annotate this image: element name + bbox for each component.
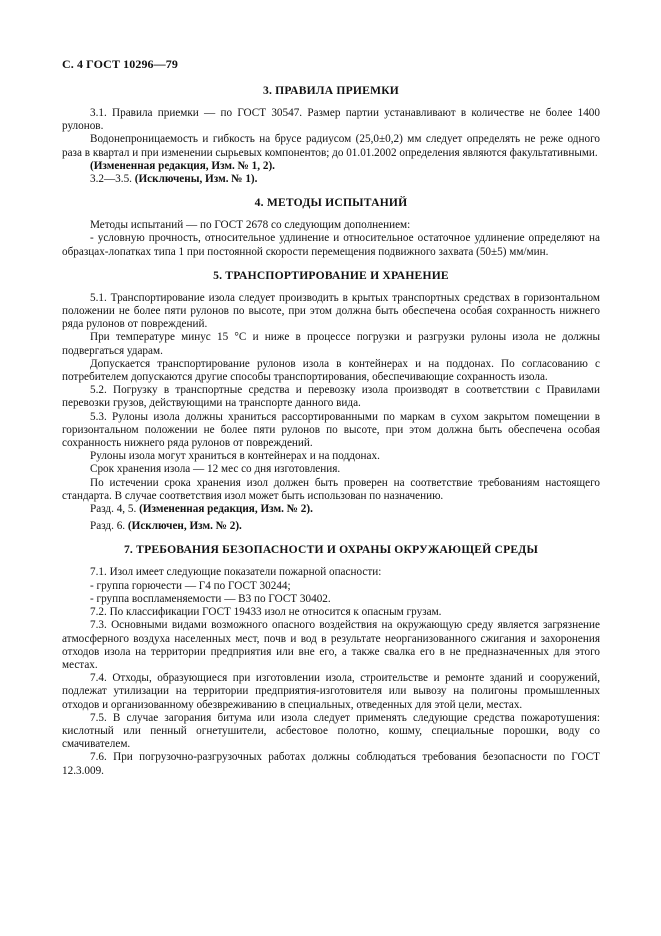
paragraph-5-1-temperature: При температуре минус 15 °С и ниже в процессе погрузки и разгрузки рулоны изола не должны подвергаться ударам. bbox=[62, 331, 600, 357]
paragraph-3-2-note: (Исключены, Изм. № 1). bbox=[134, 173, 258, 186]
paragraph-5-1: 5.1. Транспортирование изола следует производить в крытых транспортных средствах в горизонтальном положении не более пяти рулонов по высоте, при этом должна быть обеспечена особая сохранность нижнего ряда рулонов от повреждений. bbox=[62, 291, 600, 331]
paragraph-7-6: 7.6. При погрузочно-разгрузочных работах должны соблюдаться требования безопасности по ГОСТ 12.3.009. bbox=[62, 751, 600, 777]
amendment-note-4-5 bbox=[62, 503, 600, 516]
paragraph-7-1-flammability: - группа горючести — Г4 по ГОСТ 30244; bbox=[90, 579, 291, 592]
paragraph-5-3-expiry: По истечении срока хранения изол должен быть проверен на соответствие требованиям настоящего стандарта. В случае соответствия изол может быть использован по назначению. bbox=[62, 476, 600, 502]
paragraph-3-1-waterproof: Водонепроницаемость и гибкость на брусе радиусом (25,0±0,2) мм следует определять не реже одного раза в квартал и при изменении сырьевых компонентов; до 01.01.2002 определения являются факультативными. bbox=[62, 133, 600, 159]
paragraph-7-1-ignitability: - группа воспламеняемости — В3 по ГОСТ 30402. bbox=[90, 592, 331, 605]
paragraph-3-2-prefix: 3.2—3.5. bbox=[90, 173, 135, 186]
paragraph-3-1: 3.1. Правила приемки — по ГОСТ 30547. Размер партии устанавливают в количестве не более 1400 рулонов. bbox=[62, 107, 600, 133]
paragraph-7-3: 7.3. Основными видами возможного опасного воздействия на окружающую среду является загрязнение атмосферного воздуха населенных мест, почв и вод в результате неорганизованного сжигания и захоронения отходов изола на территории предприятия или вне его, а также свалка его в не предназначенных для этого местах. bbox=[62, 619, 600, 671]
document-body bbox=[62, 84, 600, 778]
paragraph-5-3: 5.3. Рулоны изола должны храниться рассортированными по маркам в сухом закрытом помещении в горизонтальном положении не более пяти рулонов по высоте, при этом должна быть обеспечена особая сохранность нижнего ряда рулонов от повреждений. bbox=[62, 410, 600, 450]
section-4-title: 4. МЕТОДЫ ИСПЫТАНИЙ bbox=[254, 196, 408, 210]
page-header: С. 4 ГОСТ 10296—79 bbox=[62, 57, 178, 71]
paragraph-5-3-storage: Рулоны изола могут храниться в контейнерах и на поддонах. bbox=[90, 450, 380, 463]
paragraph-7-1: 7.1. Изол имеет следующие показатели пожарной опасности: bbox=[90, 566, 382, 579]
amendment-4-5-note: (Измененная редакция, Изм. № 2). bbox=[139, 503, 313, 516]
paragraph-4-intro: Методы испытаний — по ГОСТ 2678 со следующим дополнением: bbox=[90, 219, 411, 232]
paragraph-3-2-3-5 bbox=[62, 173, 600, 186]
paragraph-5-3-shelf-life: Срок хранения изола — 12 мес со дня изготовления. bbox=[90, 463, 341, 476]
amendment-note-6 bbox=[62, 520, 600, 533]
paragraph-5-1-containers: Допускается транспортирование рулонов изола в контейнерах и на поддонах. По согласованию с потребителем допускаются другие способы транспортирования, обеспечивающие сохранность изола. bbox=[62, 357, 600, 384]
paragraph-7-4: 7.4. Отходы, образующиеся при изготовлении изола, строительстве и ремонте зданий и сооружений, подлежат утилизации на территории предприятия-изготовителя или вывозу на полигоны промышленных отходов и организованному обезвреживанию в специальных, отведенных для этой цели, местах. bbox=[62, 672, 600, 711]
paragraph-7-2: 7.2. По классификации ГОСТ 19433 изол не относится к опасным грузам. bbox=[90, 606, 442, 619]
section-3-title: 3. ПРАВИЛА ПРИЕМКИ bbox=[262, 84, 400, 97]
amendment-note-3: (Измененная редакция, Изм. № 1, 2). bbox=[90, 159, 275, 172]
section-7-title: 7. ТРЕБОВАНИЯ БЕЗОПАСНОСТИ И ОХРАНЫ ОКРУЖАЮЩЕЙ СРЕДЫ bbox=[123, 543, 539, 557]
paragraph-7-5: 7.5. В случае загорания битума или изола следует применять следующие средства пожаротушения: кислотный или пенный огнетушители, асбестовое полотно, кошму, специальные порошки, воду со смачивателем. bbox=[62, 711, 600, 751]
paragraph-4-tensile: - условную прочность, относительное удлинение и относительное остаточное удлинение определяют на образцах-лопатках типа 1 при постоянной скорости перемещения подвижного захвата (50±5) мм/мин. bbox=[62, 232, 600, 258]
paragraph-5-2: 5.2. Погрузку в транспортные средства и перевозку изола производят в соответствии с Правилами перевозки грузов, действующими на транспорте данного вида. bbox=[62, 384, 600, 410]
section-5-title: 5. ТРАНСПОРТИРОВАНИЕ И ХРАНЕНИЕ bbox=[213, 268, 449, 282]
amendment-6-note: (Исключен, Изм. № 2). bbox=[127, 520, 242, 533]
amendment-6-prefix: Разд. 6. bbox=[90, 520, 128, 533]
amendment-4-5-prefix: Разд. 4, 5. bbox=[90, 503, 140, 516]
